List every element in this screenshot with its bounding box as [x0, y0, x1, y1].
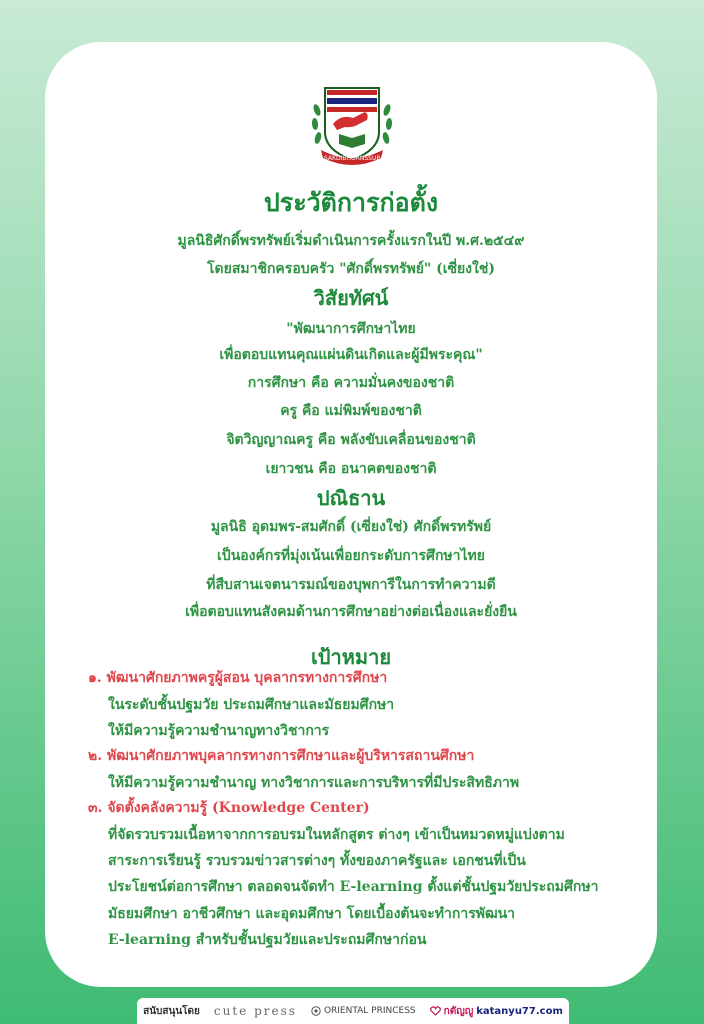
vision-line: "พัฒนาการศึกษาไทย: [286, 321, 416, 337]
sponsor-label: สนับสนุนโดย: [143, 1005, 200, 1017]
goal-line: ประโยชน์ต่อการศึกษา ตลอดจนจัดทำ E-learning ตั้งแต่ชั้นปฐมวัยประถมศึกษา: [108, 879, 599, 895]
sponsor-footer: [137, 998, 569, 1024]
vision-line: เยาวชน คือ อนาคตของชาติ: [265, 461, 437, 477]
oriental-princess-icon: [311, 1006, 321, 1016]
heart-icon: [430, 1006, 441, 1016]
mission-line: เป็นองค์กรที่มุ่งเน้นเพื่อยกระดับการศึกษาไทย: [217, 548, 485, 564]
mission-line: เพื่อตอบแทนสังคมด้านการศึกษาอย่างต่อเนื่องและยั่งยืน: [185, 604, 517, 620]
goal-line: ให้มีความรู้ความชำนาญทางวิชาการ: [108, 723, 330, 739]
goal-heading: ๒. พัฒนาศักยภาพบุคลากรทางการศึกษาและผู้บริหารสถานศึกษา: [88, 748, 475, 764]
foundation-logo: [307, 80, 397, 170]
vision-line: เพื่อตอบแทนคุณแผ่นดินเกิดและผู้มีพระคุณ": [219, 347, 483, 363]
goal-heading: ๓. จัดตั้งคลังความรู้ (Knowledge Center): [88, 800, 370, 816]
goal-line: มัธยมศึกษา อาชีวศึกษา และอุดมศึกษา โดยเบื้องต้นจะทำการพัฒนา: [108, 906, 516, 922]
vision-line: ครู คือ แม่พิมพ์ของชาติ: [280, 403, 422, 419]
goal-line: ในระดับชั้นปฐมวัย ประถมศึกษาและมัธยมศึกษา: [108, 697, 395, 713]
goals-title: เป้าหมาย: [310, 645, 392, 669]
sponsor-oriental-princess: [311, 1006, 416, 1016]
goal-line: ที่จัดรวบรวมเนื้อหาจากการอบรมในหลักสูตร ต่างๆ เข้าเป็นหมวดหมู่แบ่งตาม: [108, 827, 565, 843]
goal-line: ให้มีความรู้ความชำนาญ ทางวิชาการและการบริหารที่มีประสิทธิภาพ: [108, 775, 520, 791]
katanyu-logo-text: กตัญญู: [443, 1005, 474, 1017]
sponsor-cute-press: cute press: [213, 1004, 297, 1018]
history-line: โดยสมาชิกครอบครัว "ศักดิ์พรทรัพย์" (เซี่ยงใช่): [207, 261, 495, 277]
sponsor-katanyu: [430, 1004, 563, 1019]
oriental-princess-label: ORIENTAL PRINCESS: [323, 1006, 416, 1016]
vision-title: วิสัยทัศน์: [313, 286, 389, 310]
katanyu-url: katanyu77.com: [476, 1005, 563, 1017]
goal-line: E-learning สำหรับชั้นปฐมวัยและประถมศึกษาก่อน: [108, 932, 427, 948]
mission-title: ปณิธาน: [316, 486, 386, 510]
mission-line: ที่สืบสานเจตนารมณ์ของบุพการีในการทำความดี: [206, 577, 496, 593]
history-title: ประวัติการก่อตั้ง: [263, 188, 439, 217]
mission-line: มูลนิธิ อุดมพร-สมศักดิ์ (เซี่ยงใช่) ศักดิ์พรทรัพย์: [210, 519, 492, 535]
goal-line: สาระการเรียนรู้ รวบรวมข่าวสารต่างๆ ทั้งของภาครัฐและ เอกชนที่เป็น: [108, 853, 526, 869]
history-line: มูลนิธิศักดิ์พรทรัพย์เริ่มดำเนินการครั้งแรกในปี พ.ศ.๒๕๔๙: [177, 233, 525, 249]
logo-banner-text: SAKDIBHORNSSUP: [324, 155, 380, 162]
vision-line: การศึกษา คือ ความมั่นคงของชาติ: [247, 375, 455, 391]
vision-line: จิตวิญญาณครู คือ พลังขับเคลื่อนของชาติ: [226, 432, 476, 448]
goal-heading: ๑. พัฒนาศักยภาพครูผู้สอน บุคลากรทางการศึกษา: [88, 670, 388, 686]
